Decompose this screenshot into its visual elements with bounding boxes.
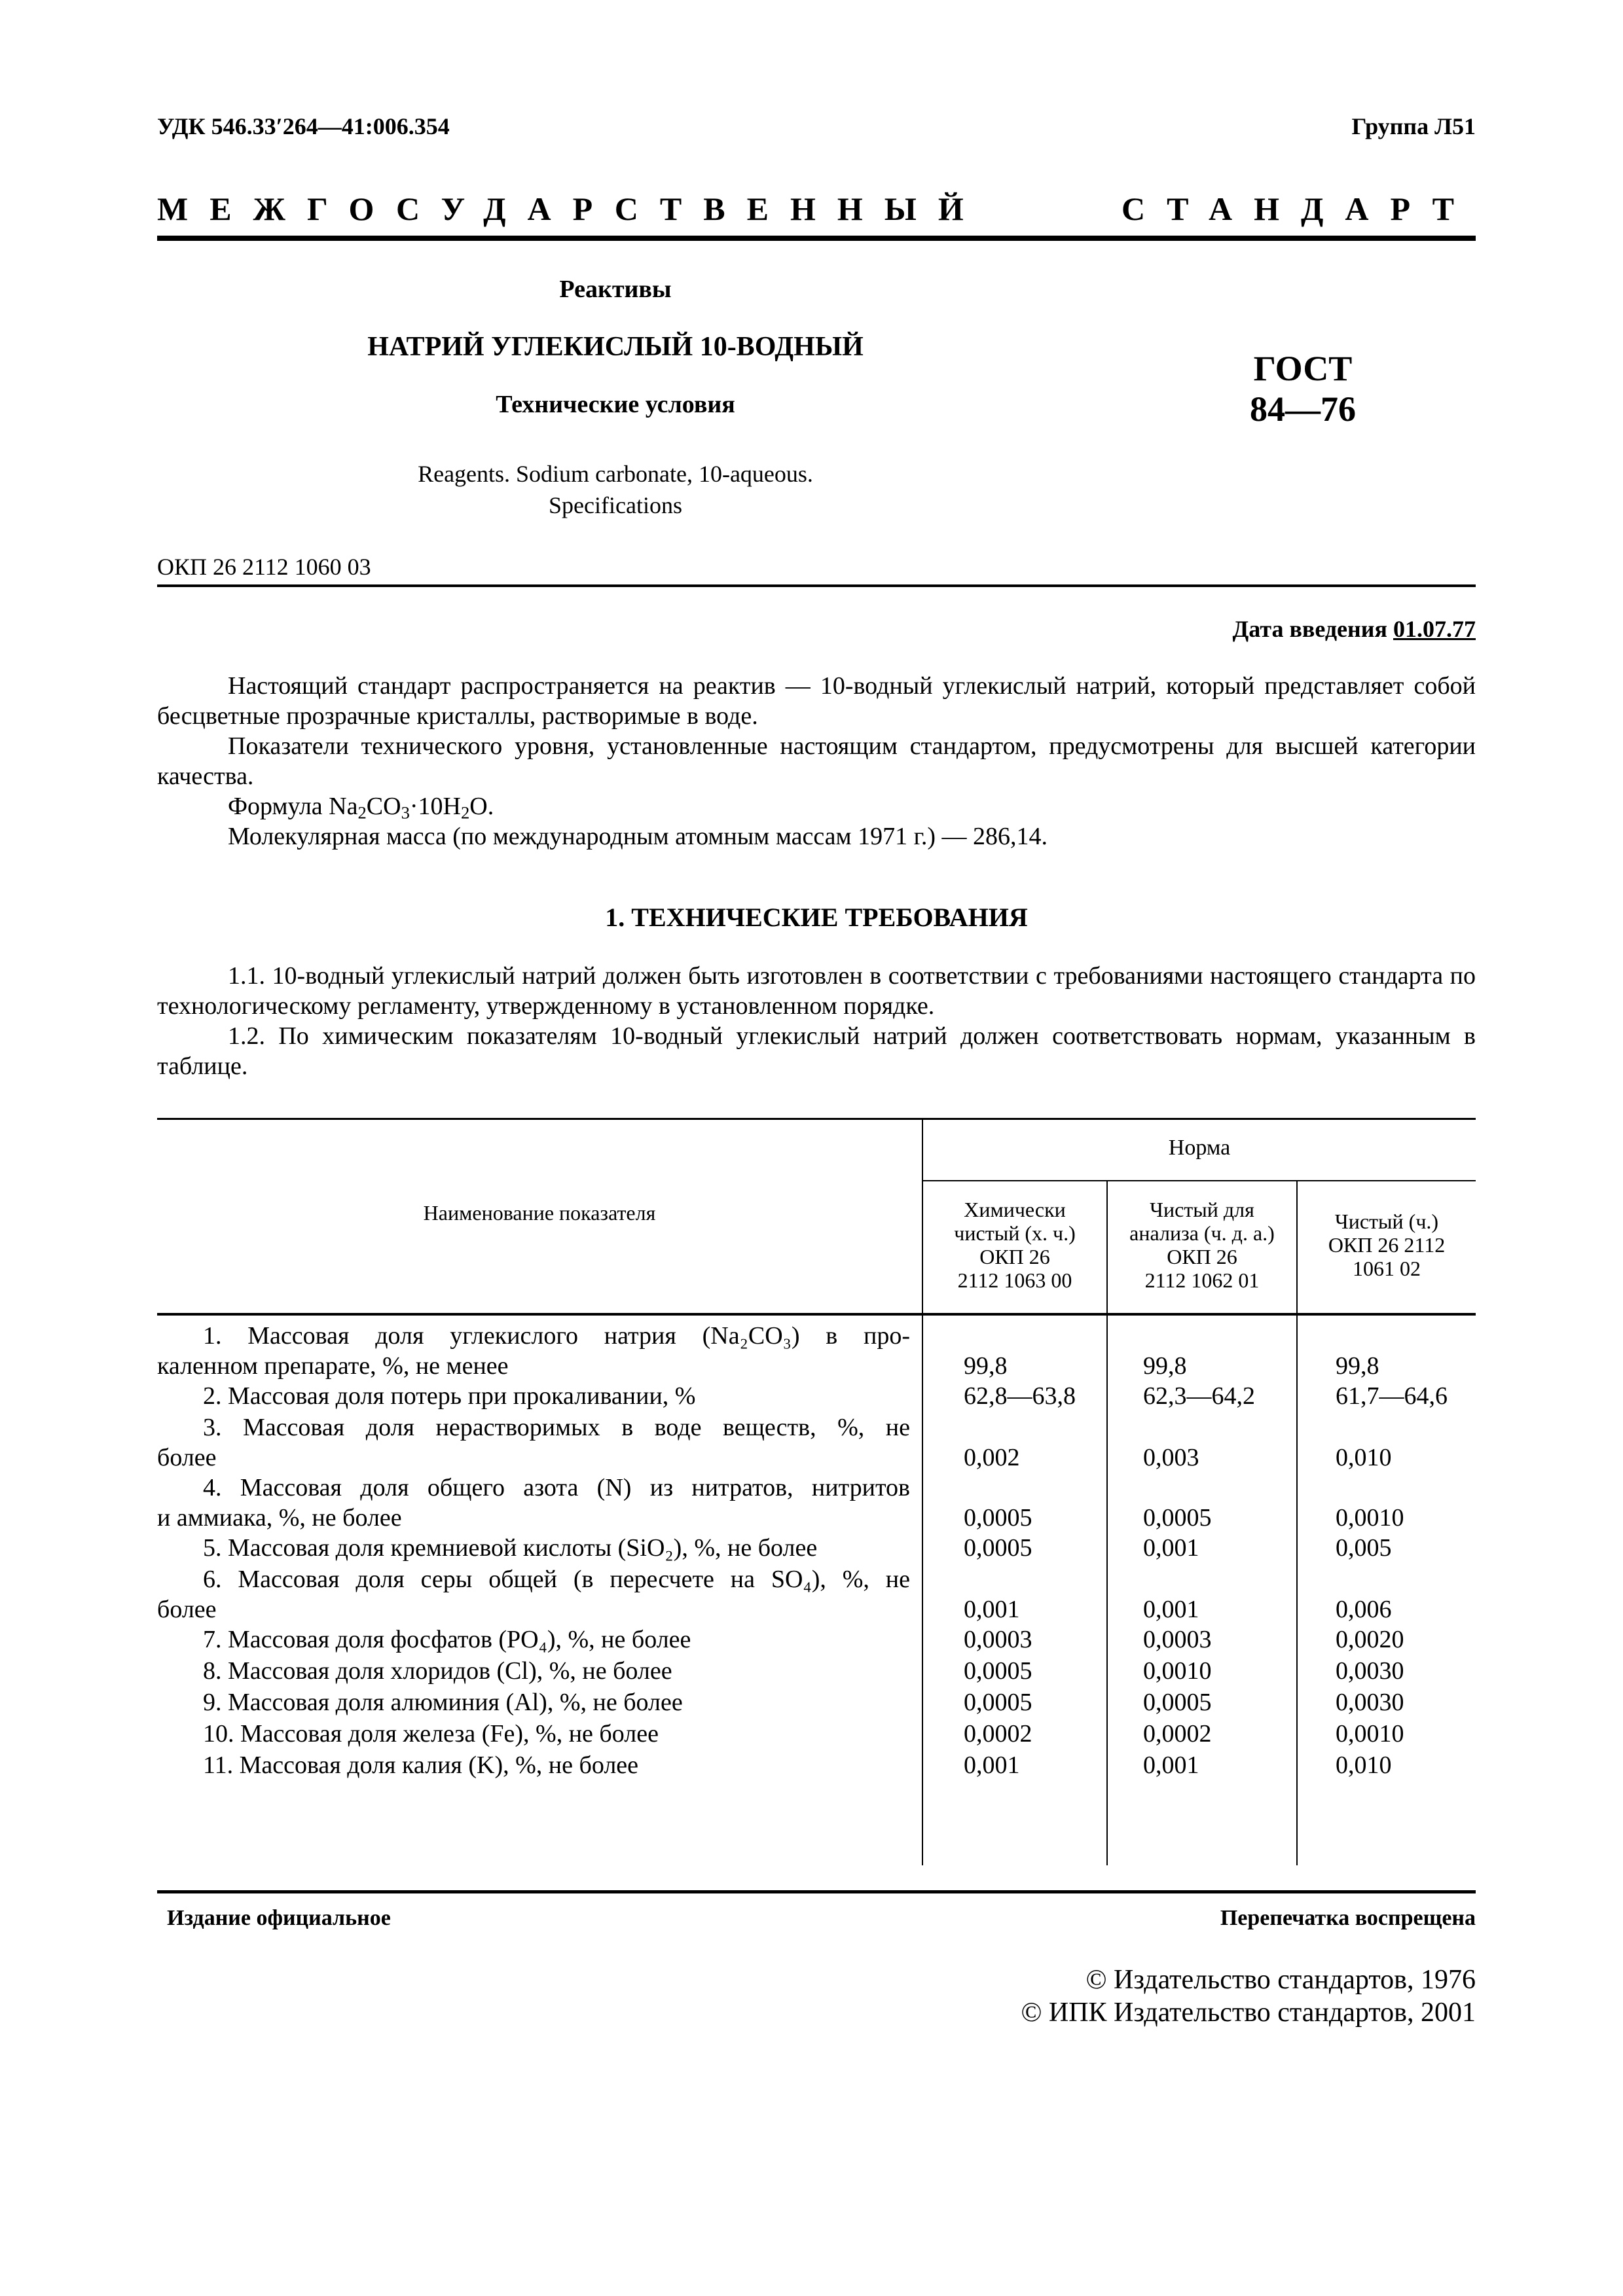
table-bottom-rule	[157, 1890, 1476, 1893]
norm-value: 61,7—64,6	[1336, 1382, 1448, 1410]
header-indicator-name: Наименование показателя	[423, 1201, 656, 1225]
banner-rule	[157, 236, 1476, 241]
norm-value: 0,0003	[1143, 1626, 1212, 1653]
okp-code: ОКП 26 2112 1060 03	[157, 554, 371, 580]
norm-value: 0,001	[964, 1751, 1020, 1779]
intro-paragraph: Показатели технического уровня, установленные настоящим стандартом, предусмотрены для высшей категории качества.	[157, 732, 1476, 790]
header-norma: Норма	[1168, 1136, 1231, 1160]
okp-rule	[157, 584, 1476, 587]
indicator-name: 1. Массовая доля углекислого натрия (Na₂CO₃) в про- каленном препарате, %, не менее	[157, 1322, 910, 1380]
document-subtitle: Технические условия	[496, 391, 735, 418]
table-header-rule	[157, 1313, 1476, 1316]
section-title: 1. ТЕХНИЧЕСКИЕ ТРЕБОВАНИЯ	[605, 903, 1028, 932]
indicator-name: 9. Массовая доля алюминия (Al), %, не более	[203, 1689, 683, 1716]
formula-line	[157, 791, 1476, 821]
intro-paragraph: Настоящий стандарт распространяется на реактив — 10-водный углекислый натрий, который представляет собой бесцветные прозрачные кристаллы, растворимые в воде.	[157, 672, 1476, 730]
indicator-name: 2. Массовая доля потерь при прокаливании, %	[203, 1382, 696, 1410]
norm-value: 0,001	[1143, 1534, 1199, 1562]
norm-value: 62,3—64,2	[1143, 1382, 1255, 1410]
norm-value: 0,0005	[1143, 1689, 1212, 1716]
norm-value: 0,001	[1143, 1751, 1199, 1779]
norm-value: 99,8	[1336, 1352, 1379, 1380]
date-value: 01.07.77	[1393, 616, 1476, 642]
banner-word-interstate: МЕЖГОСУДАРСТВЕННЫЙ	[157, 190, 985, 227]
norm-value: 0,0030	[1336, 1689, 1404, 1716]
indicator-name: 7. Массовая доля фосфатов (PO₄), %, не более	[203, 1626, 691, 1653]
indicator-name: 3. Массовая доля нерастворимых в воде веществ, %, не более	[157, 1414, 910, 1471]
table-top-rule	[157, 1118, 1476, 1120]
indicator-name: 8. Массовая доля хлоридов (Cl), %, не более	[203, 1657, 672, 1685]
standard-banner	[157, 190, 1476, 228]
norm-value: 0,0005	[964, 1534, 1032, 1562]
indicator-name: 6. Массовая доля серы общей (в пересчете на SO₄), %, не более	[157, 1566, 910, 1623]
norm-value: 0,005	[1336, 1534, 1392, 1562]
norm-value: 0,0002	[964, 1720, 1032, 1748]
indicator-name: 10. Массовая доля железа (Fe), %, не более	[203, 1720, 659, 1748]
norm-value: 0,0010	[1336, 1504, 1404, 1532]
norm-value: 0,0003	[964, 1626, 1032, 1653]
molecular-mass: Молекулярная масса (по международным атомным массам 1971 г.) — 286,14.	[228, 823, 1048, 850]
udk-code: УДК 546.33′264—41:006.354	[157, 113, 450, 139]
date-label: Дата введения	[1232, 616, 1387, 642]
document-name: НАТРИЙ УГЛЕКИСЛЫЙ 10-ВОДНЫЙ	[367, 332, 864, 362]
english-title-line1: Reagents. Sodium carbonate, 10-aqueous.	[418, 461, 813, 487]
formula-label: Формула	[228, 793, 329, 820]
norm-value: 0,0030	[1336, 1657, 1404, 1685]
copyright-line: © Издательство стандартов, 1976	[1085, 1965, 1476, 1995]
gost-code: 84—76	[1250, 389, 1356, 429]
norm-value: 0,006	[1336, 1596, 1392, 1623]
introduction-date	[1233, 615, 1476, 643]
norm-value: 0,0005	[964, 1504, 1032, 1532]
reprint-prohibited: Перепечатка воспрещена	[1220, 1906, 1476, 1930]
norm-value: 0,0005	[1143, 1504, 1212, 1532]
header-col-pure: Чистый (ч.) ОКП 26 2112 1061 02	[1328, 1210, 1446, 1280]
official-edition: Издание официальное	[167, 1906, 391, 1930]
norm-value: 0,010	[1336, 1751, 1392, 1779]
table-divider	[1296, 1180, 1298, 1865]
table-norma-rule	[923, 1180, 1476, 1181]
indicator-name: 11. Массовая доля калия (K), %, не более	[203, 1751, 639, 1779]
norm-value: 0,001	[964, 1596, 1020, 1623]
norm-value: 0,010	[1336, 1444, 1392, 1471]
series-title: Реактивы	[559, 276, 672, 303]
header-col-analytical-grade: Чистый для анализа (ч. д. а.) ОКП 26 2112 1062 01	[1129, 1198, 1275, 1292]
intro-text	[157, 671, 1476, 852]
gost-number	[1178, 348, 1427, 429]
clause-1-2: 1.2. По химическим показателям 10-водный углекислый натрий должен соответствовать нормам, указанным в таблице.	[157, 1022, 1476, 1080]
indicator-name: 5. Массовая доля кремниевой кислоты (SiO₂), %, не более	[203, 1534, 818, 1562]
title-block	[157, 275, 1074, 521]
norm-value: 0,001	[1143, 1596, 1199, 1623]
gost-label: ГОСТ	[1253, 349, 1353, 388]
copyright-line: © ИПК Издательство стандартов, 2001	[1021, 1998, 1476, 2028]
group-code: Группа Л51	[1351, 113, 1476, 139]
norm-value: 0,0005	[964, 1689, 1032, 1716]
clause-1-1: 1.1. 10-водный углекислый натрий должен быть изготовлен в соответствии с требованиями настоящего стандарта по технологическому регламенту, утвержденному в установленном порядке.	[157, 962, 1476, 1020]
norm-value: 0,0010	[1143, 1657, 1212, 1685]
formula: $Na_2CO_3\cdot 10H_2O$.	[329, 793, 494, 823]
header-col-chemically-pure: Химически чистый (х. ч.) ОКП 26 2112 1063 00	[954, 1198, 1076, 1292]
norm-value: 0,003	[1143, 1444, 1199, 1471]
norm-value: 0,002	[964, 1444, 1020, 1471]
copyright-block	[1021, 1964, 1476, 2029]
english-title	[157, 458, 1074, 521]
english-title-line2: Specifications	[549, 492, 682, 518]
norm-value: 0,0010	[1336, 1720, 1404, 1748]
indicator-name: 4. Массовая доля общего азота (N) из нитратов, нитритов и аммиака, %, не более	[157, 1474, 910, 1532]
norm-value: 0,0002	[1143, 1720, 1212, 1748]
norm-value: 0,0020	[1336, 1626, 1404, 1653]
norm-value: 99,8	[1143, 1352, 1187, 1380]
banner-word-standard: СТАНДАРТ	[1122, 190, 1476, 227]
norm-value: 0,0005	[964, 1657, 1032, 1685]
norm-value: 62,8—63,8	[964, 1382, 1076, 1410]
requirements-text	[157, 961, 1476, 1081]
norm-value: 99,8	[964, 1352, 1008, 1380]
